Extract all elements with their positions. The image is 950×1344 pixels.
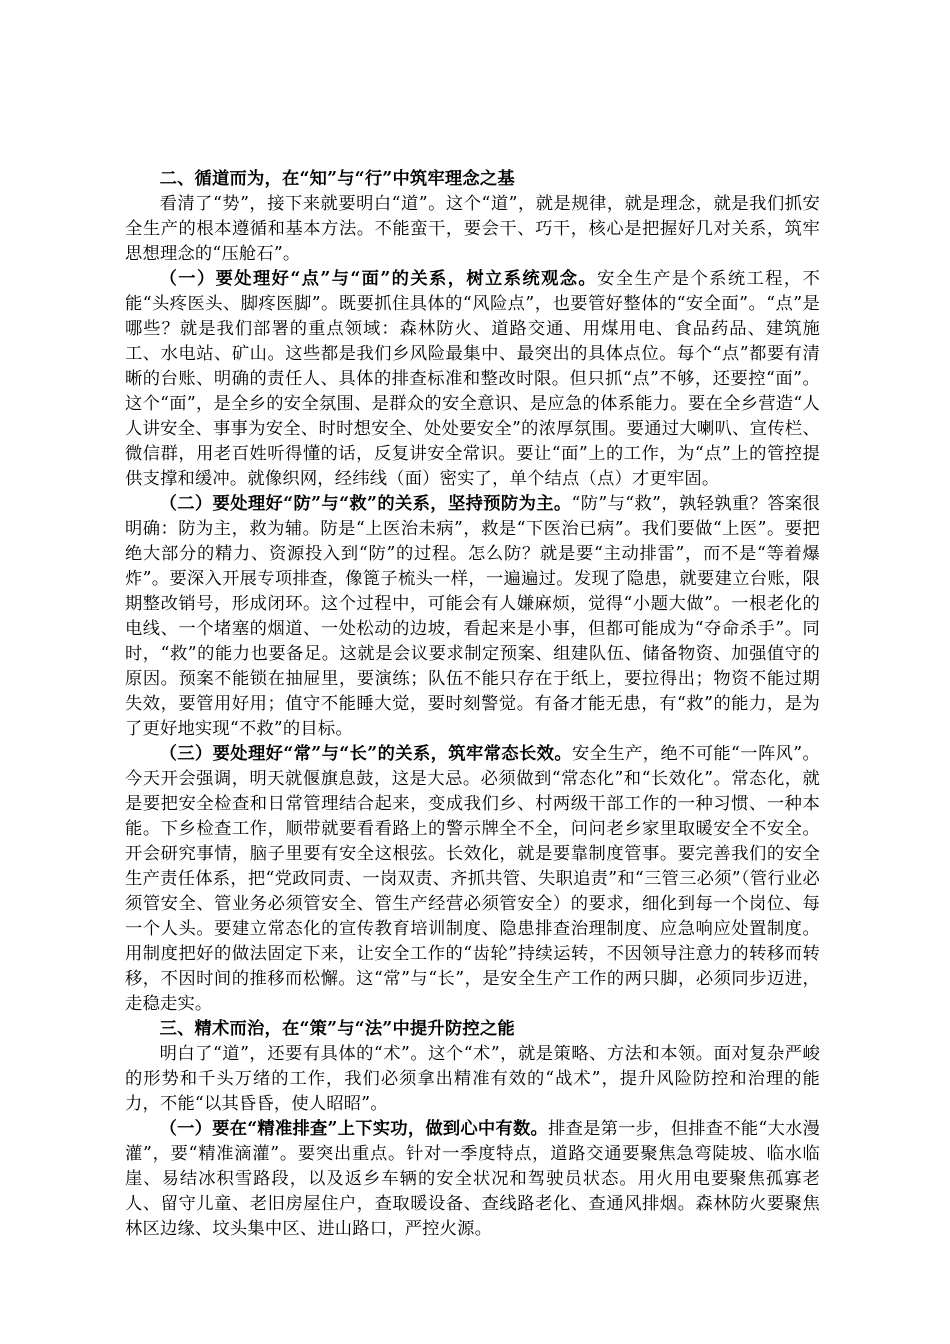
paragraph-lead: （一）要在“精准排查”上下实功，做到心中有数。: [159, 1119, 549, 1139]
paragraph-body: 安全生产是个系统工程，不能“头疼医头、脚疼医脚”。既要抓住具体的“风险点”，也要管好整体的“安全面”。“点”是哪些？就是我们部署的重点领域：森林防火、道路交通、用煤用电、食品药品、建筑施工、水电站、矿山。这些都是我们乡风险最集中、最突出的具体点位。每个“点”都要有清晰的台账、明确的责任人、具体的排查标准和整改时限。但只抓“点”不够，还要控“面”。这个“面”，是全乡的安全氛围、是群众的安全意识、是应急的体系能力。要在全乡营造“人人讲安全、事事为安全、时时想安全、处处要安全”的浓厚氛围。要通过大喇叭、宣传栏、微信群，用老百姓听得懂的话，反复讲安全常识。要让“面”上的工作，为“点”上的管控提供支撑和缓冲。就像织网，经纬线（面）密实了，单个结点（点）才更牢固。: [125, 269, 820, 489]
paragraph-3-1: [125, 1117, 820, 1242]
paragraph-2-1: [125, 267, 820, 492]
paragraph-body: 安全生产，绝不可能“一阵风”。今天开会强调，明天就偃旗息鼓，这是大忌。必须做到“常态化”和“长效化”。常态化，就是要把安全检查和日常管理结合起来，变成我们乡、村两级干部工作的一种习惯、一种本能。下乡检查工作，顺带就要看看路上的警示牌全不全，问问老乡家里取暖安全不安全。开会研究事情，脑子里要有安全这根弦。长效化，就是要靠制度管事。要完善我们的安全生产责任体系，把“党政同责、一岗双责、齐抓共管、失职追责”和“三管三必须”（管行业必须管安全、管业务必须管安全、管生产经营必须管安全）的要求，细化到每一个岗位、每一个人头。要建立常态化的宣传教育培训制度、隐患排查治理制度、应急响应处置制度。用制度把好的做法固定下来，让安全工作的“齿轮”持续运转，不因领导注意力的转移而转移，不因时间的推移而松懈。这“常”与“长”，是安全生产工作的两只脚，必须同步迈进，走稳走实。: [125, 744, 821, 1014]
paragraph-lead: （一）要处理好“点”与“面”的关系，树立系统观念。: [159, 269, 598, 289]
paragraph-lead: （二）要处理好“防”与“救”的关系，坚持预防为主。: [159, 494, 572, 514]
paragraph-body: 排查是第一步，但排查不能“大水漫灌”，要“精准滴灌”。要突出重点。针对一季度特点，道路交通要聚焦急弯陡坡、临水临崖、易结冰积雪路段，以及返乡车辆的安全状况和驾驶员状态。用火用电要聚焦孤寡老人、留守儿童、老旧房屋住户，查取暖设备、查线路老化、查通风排烟。森林防火要聚焦林区边缘、坟头集中区、进山路口，严控火源。: [125, 1119, 820, 1239]
paragraph-2-2: [125, 492, 820, 742]
document-page: [125, 167, 820, 1242]
paragraph-2-3: [125, 742, 820, 1017]
paragraph-body: “防”与“救”，孰轻孰重？答案很明确：防为主，救为辅。防是“上医治未病”，救是“下医治已病”。我们要做“上医”。要把绝大部分的精力、资源投入到“防”的过程。怎么防？就是要“主动排雷”，而不是“等着爆炸”。要深入开展专项排查，像篦子梳头一样，一遍遍过。发现了隐患，就要建立台账，限期整改销号，形成闭环。这个过程中，可能会有人嫌麻烦，觉得“小题大做”。一根老化的电线、一个堵塞的烟道、一处松动的边坡，看起来是小事，但都可能成为“夺命杀手”。同时，“救”的能力也要备足。这就是会议要求制定预案、组建队伍、储备物资、加强值守的原因。预案不能锁在抽屉里，要演练；队伍不能只存在于纸上，要拉得出；物资不能过期失效，要管用好用；值守不能睡大觉，要时刻警觉。有备才能无患，有“救”的能力，是为了更好地实现“不救”的目标。: [125, 494, 821, 739]
section-heading-3: 三、精术而治，在“策”与“法”中提升防控之能: [159, 1019, 515, 1039]
paragraph-lead: （三）要处理好“常”与“长”的关系，筑牢常态长效。: [159, 744, 573, 764]
section-intro-2: 看清了“势”，接下来就要明白“道”。这个“道”，就是规律，就是理念，就是我们抓安全生产的根本遵循和基本方法。不能蛮干，要会干、巧干，核心是把握好几对关系，筑牢思想理念的“压舱石”。: [125, 194, 820, 264]
section-heading-2: 二、循道而为，在“知”与“行”中筑牢理念之基: [159, 169, 515, 189]
section-intro-3: 明白了“道”，还要有具体的“术”。这个“术”，就是策略、方法和本领。面对复杂严峻的形势和千头万绪的工作，我们必须拿出精准有效的“战术”，提升风险防控和治理的能力，不能“以其昏昏，使人昭昭”。: [125, 1044, 820, 1114]
